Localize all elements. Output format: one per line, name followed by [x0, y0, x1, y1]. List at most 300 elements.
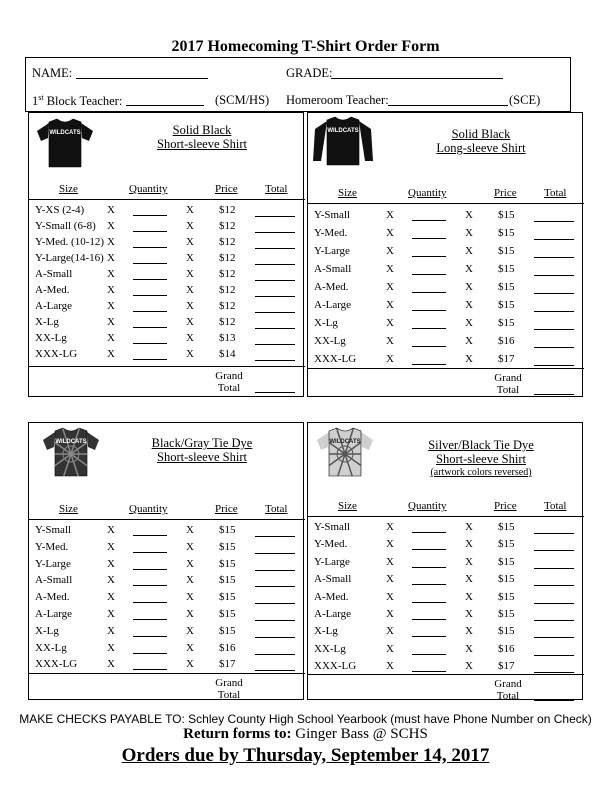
- price: $15: [219, 608, 236, 620]
- order-panel: [28, 422, 304, 700]
- grand-total-field[interactable]: [255, 392, 295, 393]
- price: $15: [498, 281, 515, 293]
- x-mark: X: [465, 555, 473, 568]
- x-mark: X: [107, 300, 115, 312]
- grand-total-field[interactable]: [255, 699, 295, 700]
- x-mark: X: [107, 591, 115, 604]
- total-field[interactable]: [534, 568, 574, 569]
- total-field[interactable]: [255, 312, 295, 313]
- x-mark: X: [107, 624, 115, 637]
- size-label: XX-Lg: [35, 641, 67, 654]
- x-mark: X: [465, 521, 473, 533]
- scm-hs-label: (SCM/HS): [215, 93, 270, 107]
- size-label: XXX-LG: [314, 660, 357, 673]
- x-mark: X: [386, 625, 394, 638]
- x-mark: X: [386, 299, 394, 311]
- quantity-field[interactable]: [133, 343, 167, 344]
- grand-total-rule: [29, 673, 305, 674]
- x-mark: X: [107, 268, 115, 280]
- quantity-field[interactable]: [133, 263, 167, 264]
- total-field[interactable]: [534, 620, 574, 621]
- x-mark: X: [386, 521, 394, 533]
- checks-payable-note: MAKE CHECKS PAYABLE TO: Schley County High School Yearbook (must have Phone Number on Check): [19, 712, 592, 726]
- quantity-field[interactable]: [133, 669, 167, 670]
- total-field[interactable]: [255, 670, 295, 671]
- quantity-field[interactable]: [133, 279, 167, 280]
- size-label: XXX-LG: [314, 353, 357, 365]
- col-size: Size: [338, 187, 357, 199]
- x-mark: X: [186, 641, 194, 654]
- grand-label: Grand: [215, 677, 243, 689]
- x-mark: X: [107, 252, 115, 264]
- x-mark: X: [107, 658, 115, 671]
- size-label: A-Med.: [314, 281, 349, 293]
- size-label: X-Lg: [35, 624, 59, 637]
- quantity-field[interactable]: [133, 231, 167, 232]
- size-label: Y-Large: [314, 245, 350, 257]
- x-mark: X: [465, 353, 473, 365]
- form-title: 2017 Homecoming T-Shirt Order Form: [171, 38, 440, 55]
- total-field[interactable]: [534, 365, 574, 366]
- block-teacher-label: [32, 93, 122, 109]
- col-total: Total: [265, 503, 288, 515]
- x-mark: X: [386, 263, 394, 275]
- shirt-subtitle: Short-sleeve Shirt: [157, 137, 247, 151]
- total-field[interactable]: [534, 585, 574, 586]
- x-mark: X: [186, 300, 194, 312]
- size-label: Y-Small: [314, 521, 351, 533]
- x-mark: X: [107, 220, 115, 232]
- quantity-field[interactable]: [412, 346, 446, 347]
- price: $12: [219, 252, 236, 264]
- total-label: Total: [217, 382, 241, 394]
- x-mark: X: [386, 353, 394, 365]
- sce-label: (SCE): [509, 93, 541, 107]
- x-mark: X: [465, 317, 473, 329]
- homeroom-teacher-label: Homeroom Teacher:: [286, 93, 389, 107]
- x-mark: X: [186, 624, 194, 637]
- x-mark: X: [186, 252, 194, 264]
- size-label: Y-Large(14-16): [35, 252, 104, 264]
- total-label: Total: [496, 690, 520, 702]
- price: $15: [498, 227, 515, 239]
- block-number: 1: [32, 94, 39, 109]
- return-forms-label: Return forms to:: [183, 726, 292, 742]
- x-mark: X: [465, 281, 473, 293]
- x-mark: X: [386, 317, 394, 329]
- price: $12: [219, 220, 236, 232]
- x-mark: X: [386, 555, 394, 568]
- x-mark: X: [107, 524, 115, 536]
- price: $13: [219, 332, 236, 344]
- grand-total-field[interactable]: [534, 700, 574, 701]
- total-field[interactable]: [255, 328, 295, 329]
- quantity-field[interactable]: [133, 535, 167, 536]
- price: $16: [219, 641, 236, 654]
- x-mark: X: [465, 263, 473, 275]
- price: $15: [498, 263, 515, 275]
- size-label: A-Med.: [314, 590, 349, 603]
- x-mark: X: [186, 284, 194, 296]
- quantity-field[interactable]: [133, 311, 167, 312]
- size-label: A-Small: [35, 574, 73, 587]
- total-field[interactable]: [534, 329, 574, 330]
- x-mark: X: [386, 209, 394, 221]
- grand-total-label: [199, 370, 259, 394]
- shirt-note: (artwork colors reversed): [430, 467, 532, 478]
- total-field[interactable]: [534, 347, 574, 348]
- x-mark: X: [186, 540, 194, 553]
- price: $15: [498, 590, 515, 603]
- shirt-image: [313, 115, 373, 172]
- total-field[interactable]: [534, 221, 574, 222]
- x-mark: X: [186, 316, 194, 328]
- total-field[interactable]: [255, 654, 295, 655]
- price: $15: [219, 591, 236, 604]
- shirt-title: Solid Black: [451, 127, 511, 141]
- total-field[interactable]: [255, 603, 295, 604]
- price: $16: [498, 642, 515, 655]
- quantity-field[interactable]: [133, 602, 167, 603]
- price: $17: [498, 660, 515, 673]
- order-panel: [307, 112, 583, 397]
- order-panel: [307, 422, 583, 700]
- col-total: Total: [265, 183, 288, 195]
- col-quantity: Quantity: [408, 187, 447, 199]
- size-label: Y-Med. (10-12): [35, 236, 105, 248]
- quantity-field[interactable]: [133, 295, 167, 296]
- quantity-field[interactable]: [412, 256, 446, 257]
- size-label: XX-Lg: [35, 332, 67, 344]
- quantity-field[interactable]: [412, 636, 446, 637]
- header-rule: [308, 516, 584, 517]
- quantity-field[interactable]: [133, 636, 167, 637]
- block-teacher-field[interactable]: [126, 105, 204, 106]
- size-label: Y-Large: [314, 555, 350, 568]
- x-mark: X: [107, 641, 115, 654]
- size-label: Y-Small (6-8): [35, 220, 96, 232]
- size-label: Y-Small: [35, 524, 72, 536]
- total-field[interactable]: [534, 533, 574, 534]
- grade-field[interactable]: [331, 78, 503, 79]
- price: $12: [219, 268, 236, 280]
- x-mark: X: [386, 335, 394, 347]
- total-field[interactable]: [255, 264, 295, 265]
- shirt-title: Silver/Black Tie Dye: [428, 438, 534, 452]
- price: $15: [498, 573, 515, 586]
- total-field[interactable]: [255, 637, 295, 638]
- x-mark: X: [386, 660, 394, 673]
- quantity-field[interactable]: [412, 328, 446, 329]
- total-field[interactable]: [255, 232, 295, 233]
- total-field[interactable]: [534, 239, 574, 240]
- total-field[interactable]: [534, 655, 574, 656]
- block-teacher-text: Block Teacher:: [46, 94, 123, 109]
- grade-label: GRADE:: [286, 66, 333, 80]
- size-label: X-Lg: [314, 317, 338, 329]
- x-mark: X: [386, 573, 394, 586]
- x-mark: X: [107, 540, 115, 553]
- x-mark: X: [465, 642, 473, 655]
- x-mark: X: [186, 608, 194, 620]
- grand-total-label: [478, 372, 538, 396]
- x-mark: X: [386, 538, 394, 551]
- quantity-field[interactable]: [412, 220, 446, 221]
- size-label: XX-Lg: [314, 642, 346, 655]
- total-field[interactable]: [255, 536, 295, 537]
- x-mark: X: [186, 524, 194, 536]
- price: $15: [498, 625, 515, 638]
- size-label: A-Large: [314, 608, 352, 620]
- price: $15: [498, 521, 515, 533]
- total-field[interactable]: [255, 620, 295, 621]
- quantity-field[interactable]: [412, 310, 446, 311]
- x-mark: X: [465, 245, 473, 257]
- x-mark: X: [186, 658, 194, 671]
- price: $15: [498, 317, 515, 329]
- quantity-field[interactable]: [412, 619, 446, 620]
- x-mark: X: [186, 204, 194, 216]
- price: $12: [219, 300, 236, 312]
- size-label: XXX-LG: [35, 348, 78, 360]
- size-label: XXX-LG: [35, 658, 78, 671]
- x-mark: X: [465, 538, 473, 551]
- header-rule: [29, 199, 305, 200]
- total-field[interactable]: [255, 360, 295, 361]
- price: $14: [219, 348, 236, 360]
- quantity-field[interactable]: [133, 653, 167, 654]
- shirt-title: Black/Gray Tie Dye: [151, 436, 253, 450]
- x-mark: X: [465, 625, 473, 638]
- total-field[interactable]: [255, 586, 295, 587]
- header-rule: [29, 519, 305, 520]
- x-mark: X: [465, 299, 473, 311]
- total-field[interactable]: [255, 570, 295, 571]
- quantity-field[interactable]: [412, 292, 446, 293]
- total-field[interactable]: [255, 344, 295, 345]
- quantity-field[interactable]: [133, 569, 167, 570]
- price: $12: [219, 284, 236, 296]
- quantity-field[interactable]: [133, 327, 167, 328]
- total-field[interactable]: [255, 216, 295, 217]
- price: $15: [219, 624, 236, 637]
- x-mark: X: [186, 348, 194, 360]
- size-label: Y-Med.: [314, 227, 348, 239]
- total-field[interactable]: [255, 248, 295, 249]
- shirt-subtitle: Short-sleeve Shirt: [157, 450, 247, 464]
- total-label: Total: [217, 689, 241, 701]
- quantity-field[interactable]: [412, 602, 446, 603]
- size-label: Y-Med.: [314, 538, 348, 551]
- col-total: Total: [544, 187, 567, 199]
- svg-text:WILDCATS: WILDCATS: [55, 439, 87, 445]
- price: $15: [498, 608, 515, 620]
- total-field[interactable]: [534, 293, 574, 294]
- grand-label: Grand: [494, 372, 522, 384]
- quantity-field[interactable]: [133, 247, 167, 248]
- x-mark: X: [186, 591, 194, 604]
- size-label: A-Large: [35, 300, 73, 312]
- x-mark: X: [465, 335, 473, 347]
- size-label: Y-XS (2-4): [35, 204, 85, 216]
- x-mark: X: [186, 557, 194, 570]
- size-label: A-Small: [35, 268, 73, 280]
- price: $15: [498, 555, 515, 568]
- total-field[interactable]: [534, 550, 574, 551]
- homeroom-teacher-field[interactable]: [388, 105, 508, 106]
- x-mark: X: [465, 590, 473, 603]
- svg-text:WILDCATS: WILDCATS: [49, 130, 81, 136]
- x-mark: X: [386, 590, 394, 603]
- col-price: Price: [215, 183, 238, 195]
- x-mark: X: [386, 642, 394, 655]
- x-mark: X: [465, 209, 473, 221]
- grand-total-rule: [308, 368, 584, 369]
- size-label: Y-Large: [35, 557, 71, 570]
- name-label: NAME:: [32, 66, 73, 80]
- col-price: Price: [215, 503, 238, 515]
- x-mark: X: [186, 268, 194, 280]
- orders-due-note: Orders due by Thursday, September 14, 2017: [121, 745, 490, 766]
- shirt-image: [41, 426, 101, 483]
- price: $15: [219, 574, 236, 587]
- size-label: A-Med.: [35, 284, 70, 296]
- col-size: Size: [59, 183, 78, 195]
- x-mark: X: [465, 573, 473, 586]
- x-mark: X: [107, 204, 115, 216]
- size-label: A-Large: [35, 608, 73, 620]
- x-mark: X: [107, 316, 115, 328]
- grand-total-label: [199, 677, 259, 701]
- x-mark: X: [107, 557, 115, 570]
- size-label: A-Large: [314, 299, 352, 311]
- order-panel: [28, 112, 304, 397]
- quantity-field[interactable]: [133, 215, 167, 216]
- price: $15: [498, 209, 515, 221]
- quantity-field[interactable]: [412, 584, 446, 585]
- shirt-image: [315, 426, 375, 483]
- quantity-field[interactable]: [133, 585, 167, 586]
- shirt-image: [35, 117, 95, 174]
- name-field[interactable]: [76, 78, 208, 79]
- x-mark: X: [186, 236, 194, 248]
- total-field[interactable]: [534, 603, 574, 604]
- svg-text:WILDCATS: WILDCATS: [327, 128, 359, 134]
- shirt-title: Solid Black: [172, 123, 232, 137]
- header-rule: [308, 203, 584, 204]
- x-mark: X: [107, 348, 115, 360]
- total-field[interactable]: [255, 553, 295, 554]
- quantity-field[interactable]: [412, 238, 446, 239]
- size-label: A-Small: [314, 573, 352, 586]
- x-mark: X: [107, 236, 115, 248]
- quantity-field[interactable]: [133, 619, 167, 620]
- total-field[interactable]: [534, 257, 574, 258]
- return-forms-name: Ginger Bass @ SCHS: [291, 726, 428, 742]
- total-label: Total: [496, 384, 520, 396]
- total-field[interactable]: [255, 296, 295, 297]
- price: $15: [219, 524, 236, 536]
- quantity-field[interactable]: [133, 552, 167, 553]
- quantity-field[interactable]: [412, 654, 446, 655]
- size-label: X-Lg: [314, 625, 338, 638]
- x-mark: X: [386, 227, 394, 239]
- price: $12: [219, 204, 236, 216]
- x-mark: X: [386, 608, 394, 620]
- size-label: Y-Med.: [35, 540, 69, 553]
- grand-total-rule: [308, 674, 584, 675]
- x-mark: X: [465, 227, 473, 239]
- x-mark: X: [465, 608, 473, 620]
- grand-total-field[interactable]: [534, 394, 574, 395]
- size-label: XX-Lg: [314, 335, 346, 347]
- col-size: Size: [338, 500, 357, 512]
- grand-label: Grand: [215, 370, 243, 382]
- price: $17: [498, 353, 515, 365]
- quantity-field[interactable]: [412, 549, 446, 550]
- price: $17: [219, 658, 236, 671]
- block-sup: st: [38, 93, 44, 102]
- svg-text:WILDCATS: WILDCATS: [329, 439, 361, 445]
- price: $15: [498, 538, 515, 551]
- quantity-field[interactable]: [412, 274, 446, 275]
- price: $12: [219, 236, 236, 248]
- col-size: Size: [59, 503, 78, 515]
- x-mark: X: [186, 220, 194, 232]
- x-mark: X: [107, 608, 115, 620]
- quantity-field[interactable]: [412, 364, 446, 365]
- x-mark: X: [465, 660, 473, 673]
- x-mark: X: [107, 284, 115, 296]
- shirt-subtitle: Short-sleeve Shirt: [436, 452, 526, 466]
- size-label: A-Small: [314, 263, 352, 275]
- x-mark: X: [107, 574, 115, 587]
- size-label: Y-Small: [314, 209, 351, 221]
- price: $15: [219, 557, 236, 570]
- quantity-field[interactable]: [412, 532, 446, 533]
- price: $15: [498, 245, 515, 257]
- total-field[interactable]: [255, 280, 295, 281]
- size-label: X-Lg: [35, 316, 59, 328]
- x-mark: X: [386, 245, 394, 257]
- x-mark: X: [107, 332, 115, 344]
- col-quantity: Quantity: [408, 500, 447, 512]
- total-field[interactable]: [534, 311, 574, 312]
- price: $15: [498, 299, 515, 311]
- quantity-field[interactable]: [412, 671, 446, 672]
- quantity-field[interactable]: [412, 567, 446, 568]
- col-price: Price: [494, 500, 517, 512]
- price: $12: [219, 316, 236, 328]
- col-quantity: Quantity: [129, 183, 168, 195]
- grand-total-rule: [29, 366, 305, 367]
- shirt-subtitle: Long-sleeve Shirt: [436, 141, 526, 155]
- quantity-field[interactable]: [133, 359, 167, 360]
- col-quantity: Quantity: [129, 503, 168, 515]
- total-field[interactable]: [534, 637, 574, 638]
- total-field[interactable]: [534, 275, 574, 276]
- grand-label: Grand: [494, 678, 522, 690]
- x-mark: X: [186, 574, 194, 587]
- student-info-box: [25, 57, 571, 112]
- return-forms-note: [0, 726, 611, 743]
- price: $16: [498, 335, 515, 347]
- col-total: Total: [544, 500, 567, 512]
- grand-total-label: [478, 678, 538, 702]
- size-label: A-Med.: [35, 591, 70, 604]
- x-mark: X: [386, 281, 394, 293]
- price: $15: [219, 540, 236, 553]
